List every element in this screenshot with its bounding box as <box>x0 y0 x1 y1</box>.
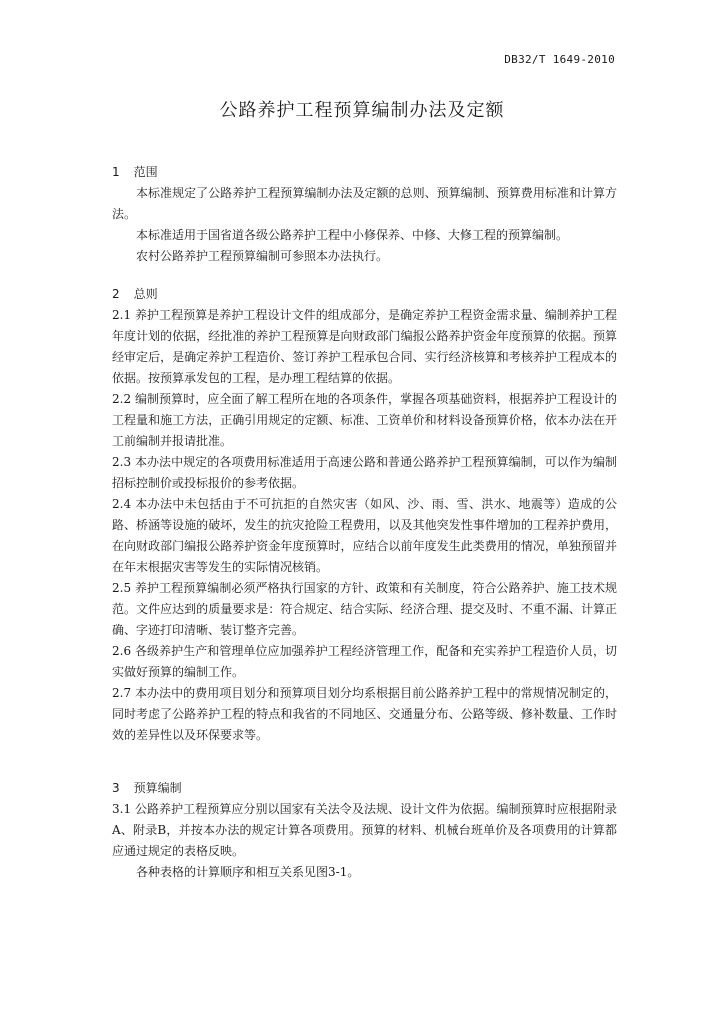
clause-2-4: 2.4 本办法中未包括由于不可抗拒的自然灾害（如风、沙、雨、雪、洪水、地震等）造成的公路、桥涵等设施的破坏，发生的抗灾抢险工程费用，以及其他突发性事件增加的工程养护费用，在向财政部门编报公路养护资金年度预算时，应结合以前年度发生此类费用的情况，单独预留并在年末根据灾害等发生的实际情况核销。 <box>112 497 617 574</box>
section-title: 总则 <box>133 287 158 301</box>
clause-2-5: 2.5 养护工程预算编制必须严格执行国家的方针、政策和有关制度，符合公路养护、施工技术规范。文件应达到的质量要求是：符合规定、结合实际、经济合理、提交及时、不重不漏、计算正确、字迹打印清晰、装订整齐完善。 <box>112 581 617 637</box>
document-title: 公路养护工程预算编制办法及定额 <box>219 100 505 121</box>
document-body <box>112 162 617 883</box>
section-number: 1 <box>112 165 120 179</box>
clause-2-1: 2.1 养护工程预算是养护工程设计文件的组成部分，是确定养护工程资金需求量、编制养护工程年度计划的依据，经批准的养护工程预算是向财政部门编报公路养护资金年度预算的依据。预算经审定后，是确定养护工程造价、签订养护工程承包合同、实行经济核算和考核养护工程成本的依据。按预算承发包的工程，是办理工程结算的依据。 <box>112 308 617 385</box>
section-2-heading <box>112 284 617 305</box>
section-1-heading <box>112 162 617 183</box>
clause-2-6: 2.6 各级养护生产和管理单位应加强养护工程经济管理工作，配备和充实养护工程造价人员，切实做好预算的编制工作。 <box>112 644 617 679</box>
section-number: 2 <box>112 287 120 301</box>
section-title: 预算编制 <box>133 781 182 795</box>
clause-2-3: 2.3 本办法中规定的各项费用标准适用于高速公路和普通公路养护工程预算编制，可以作为编制招标控制价或投标报价的参考依据。 <box>112 455 617 490</box>
paragraph: 本标准适用于国省道各级公路养护工程中小修保养、中修、大修工程的预算编制。 <box>136 228 569 242</box>
section-number: 3 <box>112 781 120 795</box>
section-title: 范围 <box>133 165 158 179</box>
standard-code: DB32/T 1649-2010 <box>504 53 615 66</box>
paragraph: 本标准规定了公路养护工程预算编制办法及定额的总则、预算编制、预算费用标准和计算方法。 <box>112 186 617 221</box>
clause-3-1: 3.1 公路养护工程预算应分别以国家有关法令及法规、设计文件为依据。编制预算时应根据附录A、附录B，并按本办法的规定计算各项费用。预算的材料、机械台班单价及各项费用的计算都应通过规定的表格反映。 <box>112 802 617 858</box>
clause-2-7: 2.7 本办法中的费用项目划分和预算项目划分均系根据目前公路养护工程中的常规情况制定的，同时考虑了公路养护工程的特点和我省的不同地区、交通量分布、公路等级、修补数量、工作时效的差异性以及环保要求等。 <box>112 686 617 742</box>
clause-2-2: 2.2 编制预算时，应全面了解工程所在地的各项条件，掌握各项基础资料，根据养护工程设计的工程量和施工方法，正确引用规定的定额、标准、工资单价和材料设备预算价格，依本办法在开工前编制并报请批准。 <box>112 392 617 448</box>
figure-reference: 各种表格的计算顺序和相互关系见图3-1。 <box>136 865 360 879</box>
paragraph: 农村公路养护工程预算编制可参照本办法执行。 <box>136 249 389 263</box>
section-3-heading <box>112 778 617 799</box>
